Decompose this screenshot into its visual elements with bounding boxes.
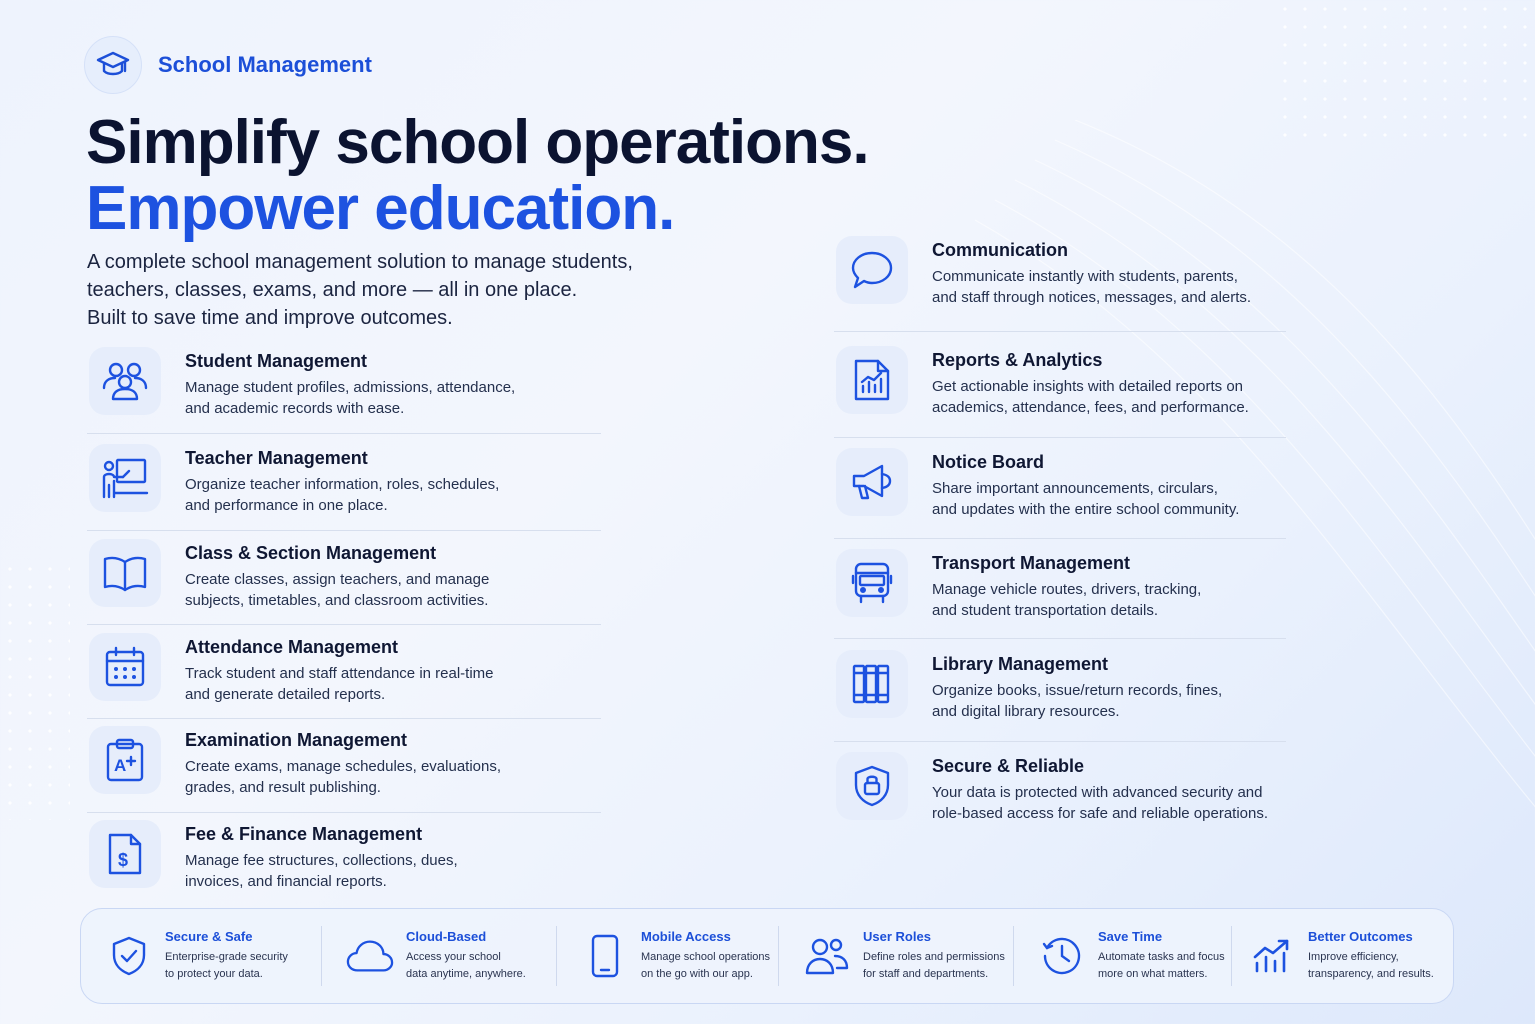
- feature-description: Create classes, assign teachers, and manage subjects, timetables, and classroom activities.: [185, 571, 490, 609]
- feature-examination-management: [89, 726, 501, 798]
- feature-description: Communicate instantly with students, parents, and staff through notices, messages, and alerts.: [932, 268, 1252, 306]
- bus-icon: [851, 561, 893, 605]
- divider: [87, 433, 601, 434]
- svg-text:A: A: [114, 756, 127, 775]
- users-icon: [101, 361, 149, 401]
- invoice-dollar-icon: [107, 832, 143, 876]
- svg-text:$: $: [118, 850, 129, 870]
- feature-communication: [836, 236, 1251, 308]
- benefit-description: Manage school operations on the go with our app.: [641, 951, 771, 980]
- divider: [87, 530, 601, 531]
- feature-title: Secure & Reliable: [932, 756, 1085, 776]
- report-chart-icon: [853, 358, 891, 402]
- clock-icon: [1041, 935, 1083, 977]
- brand-name: School Management: [158, 52, 372, 77]
- feature-title: Teacher Management: [185, 448, 368, 468]
- feature-description: Organize teacher information, roles, schedules, and performance in one place.: [185, 476, 500, 514]
- benefit-title: Secure & Safe: [165, 929, 253, 944]
- divider: [834, 638, 1286, 639]
- hero-description-line: Built to save time and improve outcomes.: [87, 307, 453, 329]
- benefit-title: User Roles: [863, 929, 931, 944]
- divider: [834, 437, 1286, 438]
- feature-title: Notice Board: [932, 452, 1045, 472]
- benefit-description: Improve efficiency, transparency, and results.: [1308, 951, 1434, 980]
- benefit-description: Enterprise-grade security to protect your data.: [165, 951, 288, 980]
- feature-description: Manage student profiles, admissions, attendance, and academic records with ease.: [185, 379, 516, 417]
- divider: [87, 718, 601, 719]
- benefit-title: Better Outcomes: [1308, 929, 1413, 944]
- chat-bubble-icon: [850, 250, 894, 290]
- feature-class-section-management: [89, 539, 489, 611]
- calendar-icon: [104, 646, 146, 688]
- benefit-description: Define roles and permissions for staff and departments.: [863, 951, 1005, 980]
- benefit-save-time: [1013, 926, 1231, 986]
- divider: [834, 331, 1286, 332]
- feature-title: Library Management: [932, 654, 1109, 674]
- feature-secure-reliable: [836, 752, 1268, 824]
- feature-description: Get actionable insights with detailed reports on academics, attendance, fees, and performance.: [932, 378, 1249, 416]
- divider: [87, 624, 601, 625]
- feature-title: Reports & Analytics: [932, 350, 1103, 370]
- cloud-icon: [346, 938, 394, 974]
- smartphone-icon: [590, 934, 620, 978]
- benefit-description: Automate tasks and focus more on what matters.: [1098, 951, 1225, 980]
- feature-description: Create exams, manage schedules, evaluations, grades, and result publishing.: [185, 758, 502, 796]
- feature-description: Track student and staff attendance in real-time and generate detailed reports.: [185, 665, 494, 703]
- feature-title: Class & Section Management: [185, 543, 437, 563]
- feature-attendance-management: [89, 633, 494, 705]
- hero-title-line1: Simplify school operations.: [86, 108, 869, 177]
- hero-description-line: A complete school management solution to manage students,: [87, 251, 633, 273]
- teacher-board-icon: [101, 457, 149, 499]
- feature-title: Student Management: [185, 351, 368, 371]
- books-icon: [851, 662, 893, 706]
- benefit-title: Save Time: [1098, 929, 1163, 944]
- brand-header: [84, 36, 372, 94]
- feature-title: Communication: [932, 240, 1069, 260]
- feature-description: Manage fee structures, collections, dues, invoices, and financial reports.: [185, 852, 458, 890]
- open-book-icon: [102, 554, 148, 592]
- benefits-bar: [80, 908, 1454, 1004]
- shield-check-icon: [110, 935, 148, 977]
- hero-description: [87, 248, 727, 332]
- feature-transport-management: [836, 549, 1201, 621]
- user-roles-icon: [805, 937, 849, 975]
- feature-description: Organize books, issue/return records, fines, and digital library resources.: [932, 682, 1223, 720]
- brand-logo: [84, 36, 142, 94]
- clipboard-grade-icon: [105, 737, 145, 783]
- feature-description: Share important announcements, circulars, and updates with the entire school community.: [932, 480, 1240, 518]
- hero-title-line2: Empower education.: [86, 174, 675, 243]
- feature-title: Examination Management: [185, 730, 408, 750]
- feature-description: Manage vehicle routes, drivers, tracking, and student transportation details.: [932, 581, 1202, 619]
- feature-reports-analytics: [836, 346, 1249, 418]
- feature-fee-finance-management: [89, 820, 458, 892]
- feature-teacher-management: [89, 444, 499, 516]
- feature-description: Your data is protected with advanced security and role-based access for safe and reliable operations.: [932, 784, 1269, 822]
- benefit-mobile-access: [556, 926, 778, 986]
- benefit-cloud-based: [321, 926, 556, 986]
- hero-title: [86, 110, 869, 242]
- shield-lock-icon: [852, 764, 892, 808]
- hero-description-line: teachers, classes, exams, and more — all in one place.: [87, 279, 578, 301]
- feature-title: Transport Management: [932, 553, 1131, 573]
- benefit-better-outcomes: [1231, 926, 1451, 986]
- feature-notice-board: [836, 448, 1239, 520]
- feature-title: Attendance Management: [185, 637, 399, 657]
- benefit-secure-safe: [81, 926, 321, 986]
- benefit-title: Mobile Access: [641, 929, 731, 944]
- benefit-title: Cloud-Based: [406, 929, 487, 944]
- benefit-user-roles: [778, 926, 1013, 986]
- feature-title: Fee & Finance Management: [185, 824, 423, 844]
- divider: [834, 741, 1286, 742]
- divider: [87, 812, 601, 813]
- megaphone-icon: [850, 462, 894, 502]
- benefit-description: Access your school data anytime, anywhere.: [406, 951, 526, 980]
- divider: [834, 538, 1286, 539]
- feature-student-management: [89, 347, 515, 419]
- background-dots-pattern-left: [0, 560, 70, 820]
- feature-library-management: [836, 650, 1222, 722]
- graduation-cap-icon: [96, 50, 130, 80]
- trend-chart-icon: [1252, 937, 1292, 975]
